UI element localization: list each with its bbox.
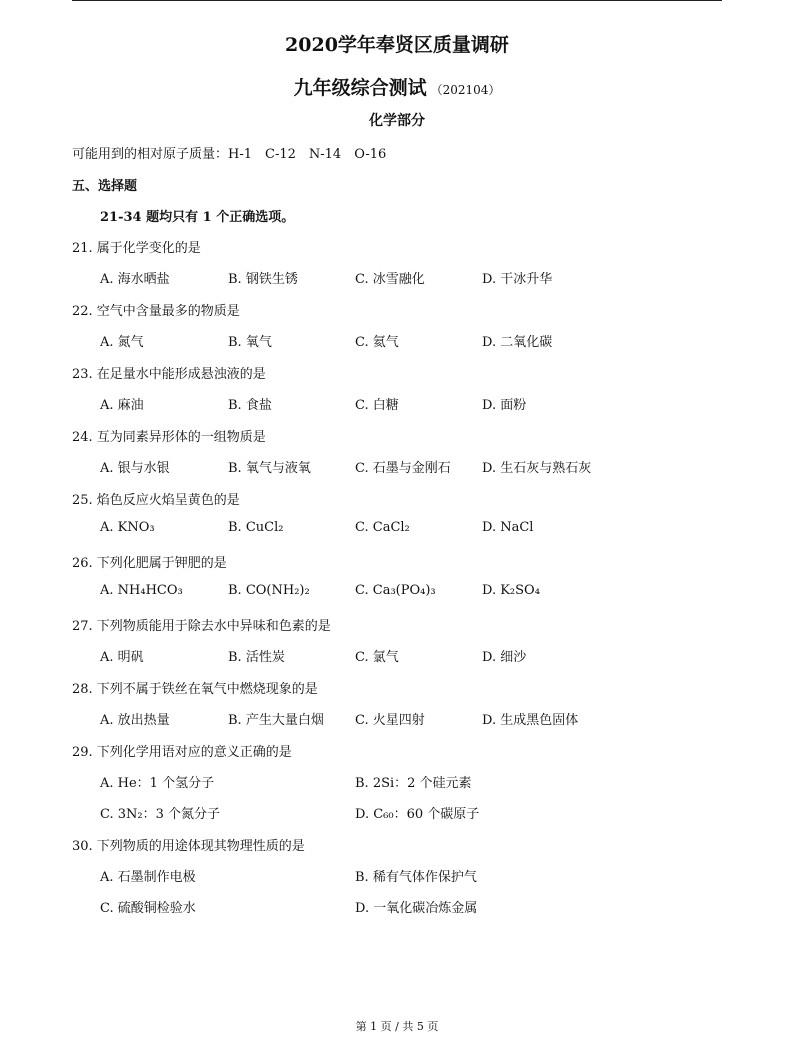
option-28-b: B. 产生大量白烟 xyxy=(228,713,324,728)
exam-subtitle xyxy=(0,73,794,100)
instruction: 21-34 题均只有 1 个正确选项。 xyxy=(100,210,295,225)
option-29-c: C. 3N₂：3 个氮分子 xyxy=(100,807,221,822)
subtitle-code: （202104） xyxy=(430,83,501,97)
option-30-b: B. 稀有气体作保护气 xyxy=(355,870,477,885)
option-25-b: B. CuCl₂ xyxy=(228,520,284,535)
option-24-b: B. 氧气与液氧 xyxy=(228,461,311,476)
subtitle-text: 九年级综合测试 xyxy=(293,77,427,99)
option-28-a: A. 放出热量 xyxy=(100,713,170,728)
option-23-c: C. 白糖 xyxy=(355,398,399,413)
option-22-b: B. 氧气 xyxy=(228,335,272,350)
option-30-c: C. 硫酸铜检验水 xyxy=(100,901,196,916)
option-27-d: D. 细沙 xyxy=(482,650,527,665)
option-26-d: D. K₂SO₄ xyxy=(482,583,540,598)
option-21-b: B. 钢铁生锈 xyxy=(228,272,298,287)
option-24-c: C. 石墨与金刚石 xyxy=(355,461,451,476)
question-stem-24: 24. 互为同素异形体的一组物质是 xyxy=(72,430,266,445)
page-footer: 第 1 页 / 共 5 页 xyxy=(355,1020,439,1033)
exam-title: 2020学年奉贤区质量调研 xyxy=(285,34,509,56)
question-stem-28: 28. 下列不属于铁丝在氧气中燃烧现象的是 xyxy=(72,682,318,697)
top-rule xyxy=(72,0,722,1)
option-21-c: C. 冰雪融化 xyxy=(355,272,425,287)
question-stem-22: 22. 空气中含量最多的物质是 xyxy=(72,304,240,319)
option-30-a: A. 石墨制作电极 xyxy=(100,870,196,885)
option-24-a: A. 银与水银 xyxy=(100,461,170,476)
option-26-a: A. NH₄HCO₃ xyxy=(100,583,183,598)
option-21-a: A. 海水晒盐 xyxy=(100,272,170,287)
option-29-d: D. C₆₀：60 个碳原子 xyxy=(355,807,480,822)
option-27-b: B. 活性炭 xyxy=(228,650,285,665)
option-23-b: B. 食盐 xyxy=(228,398,272,413)
option-26-c: C. Ca₃(PO₄)₃ xyxy=(355,583,436,598)
section-title: 化学部分 xyxy=(369,113,425,129)
option-22-a: A. 氮气 xyxy=(100,335,144,350)
question-stem-30: 30. 下列物质的用途体现其物理性质的是 xyxy=(72,839,305,854)
question-stem-26: 26. 下列化肥属于钾肥的是 xyxy=(72,556,227,571)
part-title: 五、选择题 xyxy=(72,179,138,194)
question-stem-21: 21. 属于化学变化的是 xyxy=(72,241,201,256)
question-stem-27: 27. 下列物质能用于除去水中异味和色素的是 xyxy=(72,619,331,634)
option-29-b: B. 2Si：2 个硅元素 xyxy=(355,776,472,791)
option-28-c: C. 火星四射 xyxy=(355,713,425,728)
question-stem-25: 25. 焰色反应火焰呈黄色的是 xyxy=(72,493,240,508)
option-22-d: D. 二氧化碳 xyxy=(482,335,553,350)
option-25-a: A. KNO₃ xyxy=(100,520,155,535)
option-23-a: A. 麻油 xyxy=(100,398,144,413)
question-stem-29: 29. 下列化学用语对应的意义正确的是 xyxy=(72,745,292,760)
option-28-d: D. 生成黑色固体 xyxy=(482,713,579,728)
option-23-d: D. 面粉 xyxy=(482,398,527,413)
option-27-c: C. 氯气 xyxy=(355,650,399,665)
option-21-d: D. 干冰升华 xyxy=(482,272,553,287)
option-25-d: D. NaCl xyxy=(482,520,534,535)
option-26-b: B. CO(NH₂)₂ xyxy=(228,583,310,598)
option-24-d: D. 生石灰与熟石灰 xyxy=(482,461,592,476)
atomic-masses: 可能用到的相对原子质量：H-1 C-12 N-14 O-16 xyxy=(72,147,387,162)
option-29-a: A. He：1 个氢分子 xyxy=(100,776,215,791)
question-stem-23: 23. 在足量水中能形成悬浊液的是 xyxy=(72,367,266,382)
option-30-d: D. 一氧化碳冶炼金属 xyxy=(355,901,478,916)
option-22-c: C. 氦气 xyxy=(355,335,399,350)
option-27-a: A. 明矾 xyxy=(100,650,144,665)
option-25-c: C. CaCl₂ xyxy=(355,520,410,535)
